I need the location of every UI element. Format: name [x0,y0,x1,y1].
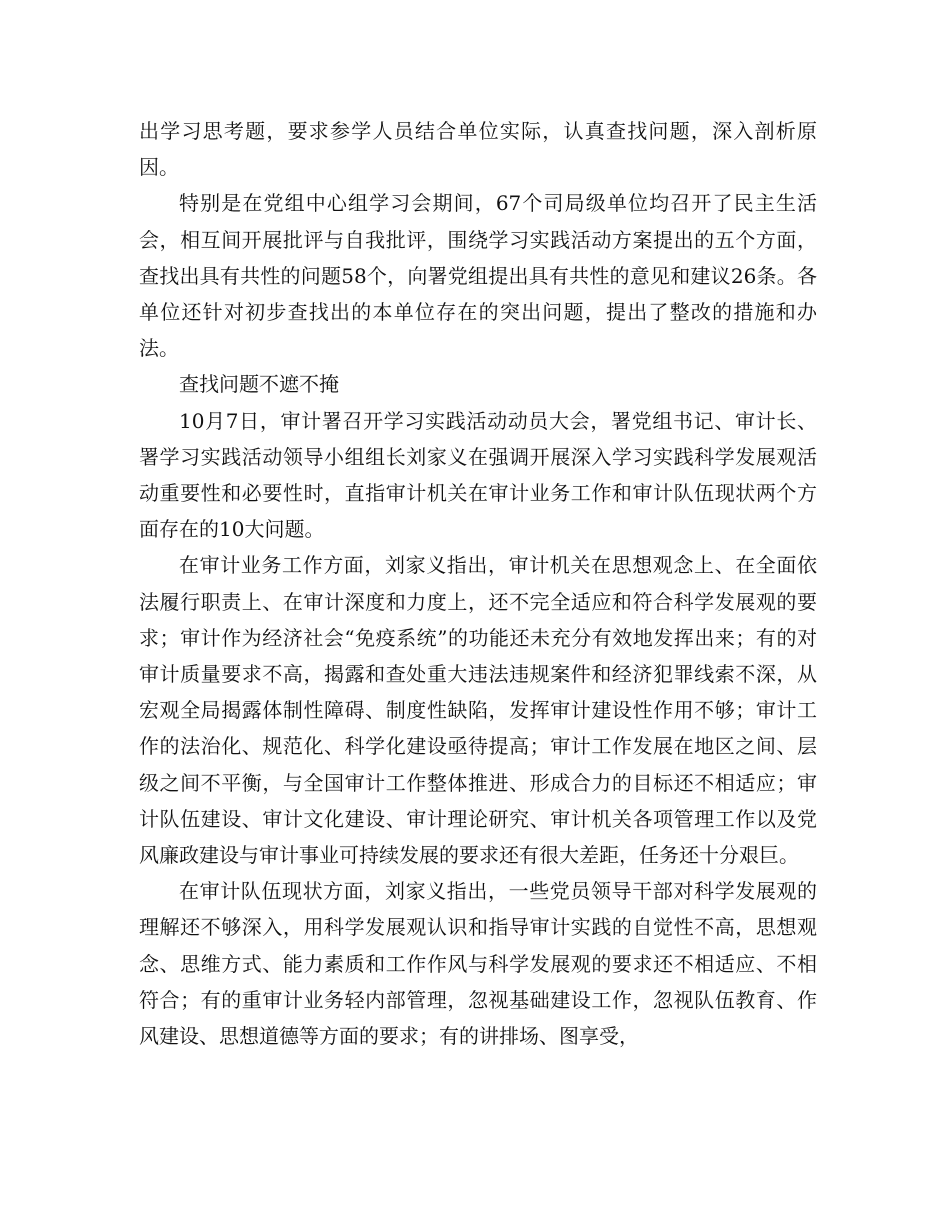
paragraph-democratic-life-meeting: 特别是在党组中心组学习会期间，67个司局级单位均召开了民主生活会，相互间开展批评与自我批评，围绕学习实践活动方案提出的五个方面，查找出具有共性的问题58个，向署党组提出具有共性的意见和建议26条。各单位还针对初步查找出的本单位存在的突出问题，提出了整改的措施和办法。 [139,191,817,361]
section-heading: 查找问题不遮不掩 [179,372,339,397]
document-body [139,113,817,1054]
paragraph-mobilization-meeting: 10月7日，审计署召开学习实践活动动员大会，署党组书记、审计长、署学习实践活动领导小组组长刘家义在强调开展深入学习实践科学发展观活动重要性和必要性时，直指审计机关在审计业务工作和审计队伍现状两个方面存在的10大问题。 [139,408,817,542]
paragraph-audit-business-issues: 在审计业务工作方面，刘家义指出，审计机关在思想观念上、在全面依法履行职责上、在审计深度和力度上，还不完全适应和符合科学发展观的要求；审计作为经济社会“免疫系统”的功能还未充分有效地发挥出来；有的对审计质量要求不高，揭露和查处重大违法违规案件和经济犯罪线索不深，从宏观全局揭露体制性障碍、制度性缺陷，发挥审计建设性作用不够；审计工作的法治化、规范化、科学化建设亟待提高；审计工作发展在地区之间、层级之间不平衡，与全国审计工作整体推进、形成合力的目标还不相适应；审计队伍建设、审计文化建设、审计理论研究、审计机关各项管理工作以及党风廉政建设与审计事业可持续发展的要求还有很大差距，任务还十分艰巨。 [139,553,817,868]
paragraph-audit-team-issues: 在审计队伍现状方面，刘家义指出，一些党员领导干部对科学发展观的理解还不够深入，用科学发展观认识和指导审计实践的自觉性不高，思想观念、思维方式、能力素质和工作作风与科学发展观的要求还不相适应、不相符合；有的重审计业务轻内部管理，忽视基础建设工作，忽视队伍教育、作风建设、思想道德等方面的要求；有的讲排场、图享受， [139,879,817,1049]
paragraph-continuation: 出学习思考题，要求参学人员结合单位实际，认真查找问题，深入剖析原因。 [139,119,817,180]
